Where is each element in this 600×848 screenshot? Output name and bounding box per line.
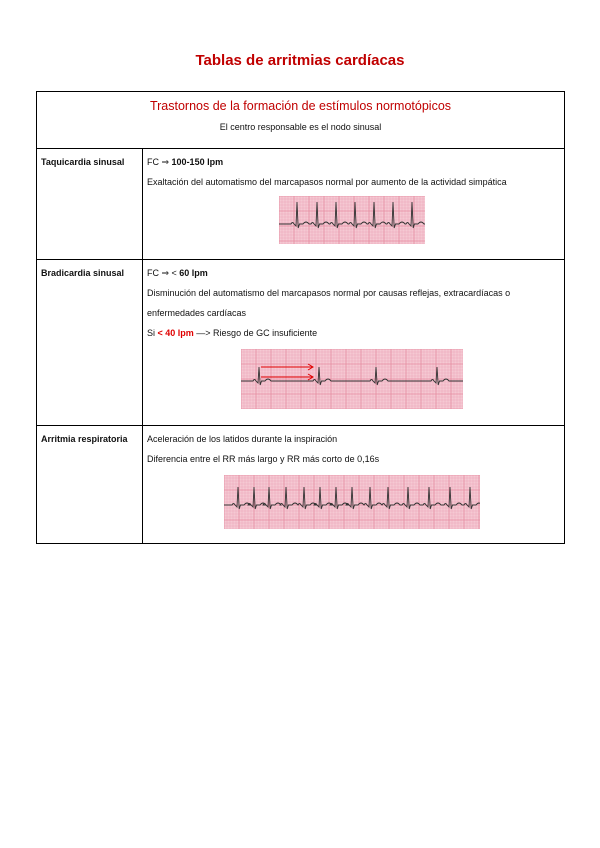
fc-line [147, 263, 564, 283]
section-heading: Trastornos de la formación de estímulos normotópicos [149, 99, 452, 113]
warning-suffix: —> Riesgo de GC insuficiente [193, 328, 318, 338]
row-label: Bradicardia sinusal [37, 260, 143, 426]
fc-value: 100-150 lpm [171, 157, 224, 167]
row-label: Arritmia respiratoria [37, 426, 143, 544]
row-content [143, 426, 565, 544]
table-row [37, 149, 565, 260]
warning-line [147, 323, 564, 343]
row-content [143, 260, 565, 426]
section-header-row [37, 92, 565, 149]
section-header-cell [37, 92, 565, 149]
ecg-strip-tachycardia-icon [279, 196, 425, 244]
description-line-1: Disminución del automatismo del marcapasos normal por causas reflejas, extracardíacas o [147, 288, 511, 298]
section-subheading: El centro responsable es el nodo sinusal [219, 122, 382, 132]
warning-value: < 40 lpm [157, 328, 194, 338]
row-content [143, 149, 565, 260]
fc-prefix: FC ⇒ [147, 157, 172, 167]
ecg-strip-bradycardia-icon [241, 349, 463, 409]
ecg-strip-respiratory-icon [224, 475, 480, 529]
line-2: Diferencia entre el RR más largo y RR más corto de 0,16s [147, 454, 380, 464]
row-label: Taquicardia sinusal [37, 149, 143, 260]
fc-prefix: FC ⇒ < [147, 268, 180, 278]
fc-line [147, 152, 564, 172]
fc-value: 60 lpm [179, 268, 208, 278]
table-row [37, 260, 565, 426]
description: Exaltación del automatismo del marcapasos normal por aumento de la actividad simpática [147, 177, 507, 187]
document-title: Tablas de arritmias cardíacas [195, 52, 405, 69]
description-line-2: enfermedades cardíacas [147, 308, 247, 318]
table-row [37, 426, 565, 544]
line-1: Aceleración de los latidos durante la inspiración [147, 434, 338, 444]
arrhythmia-table [36, 91, 565, 544]
warning-prefix: Si [147, 328, 158, 338]
